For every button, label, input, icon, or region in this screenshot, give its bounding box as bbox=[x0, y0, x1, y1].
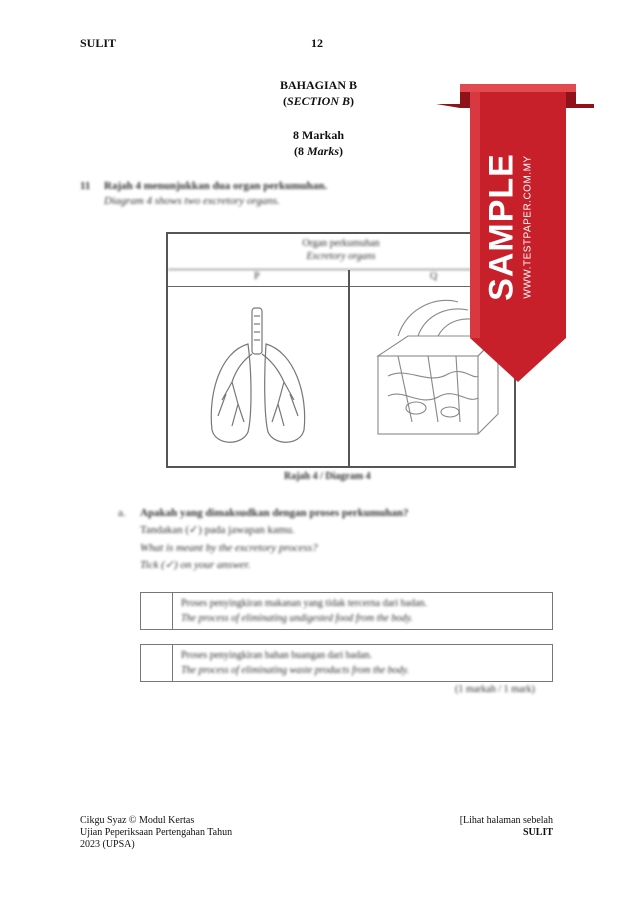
page-number: 12 bbox=[311, 36, 323, 50]
tick-box-1[interactable] bbox=[141, 593, 173, 629]
section-marks: 8 Markah bbox=[293, 128, 344, 142]
diagram-caption: Rajah 4 / Diagram 4 bbox=[284, 471, 371, 482]
diagram-header-ms: Organ perkumuhan bbox=[302, 238, 380, 249]
section-subtitle: (SECTION B) bbox=[282, 94, 355, 108]
sample-text: SAMPLE bbox=[482, 153, 521, 301]
tick-box-2[interactable] bbox=[141, 645, 173, 681]
column-label-p: P bbox=[254, 271, 260, 282]
footer-sulit: SULIT bbox=[522, 827, 553, 838]
option-2-text bbox=[181, 648, 409, 678]
diagram-header-en: Excretory organs bbox=[306, 251, 376, 262]
part-a-letter: a. bbox=[118, 507, 126, 519]
diagram-divider bbox=[348, 270, 350, 468]
footer-left bbox=[80, 815, 232, 851]
option-2-en: The process of eliminating waste products from the body. bbox=[181, 665, 410, 676]
question-number: 11 bbox=[80, 180, 91, 192]
footer-right bbox=[460, 815, 553, 839]
column-label-q: Q bbox=[430, 271, 438, 282]
footer-exam: Ujian Peperiksaan Pertengahan Tahun bbox=[80, 827, 233, 838]
header-sulit: SULIT bbox=[80, 36, 117, 50]
sample-url-wrap bbox=[518, 142, 538, 312]
option-2-ms: Proses penyingkiran bahan buangan dari badan. bbox=[181, 650, 373, 661]
option-1-text bbox=[181, 596, 427, 626]
part-a-question-ms: Apakah yang dimaksudkan dengan proses perkumuhan? bbox=[140, 507, 409, 519]
option-1-en: The process of eliminating undigested food from the body. bbox=[181, 613, 413, 624]
option-1-ms: Proses penyingkiran makanan yang tidak tercerna dari badan. bbox=[181, 598, 428, 609]
footer-year: 2023 (UPSA) bbox=[80, 839, 135, 850]
part-a-marks: (1 markah / 1 mark) bbox=[455, 684, 535, 695]
sample-url: WWW.TESTPAPER.COM.MY bbox=[522, 155, 534, 299]
answer-option-2[interactable] bbox=[140, 644, 553, 682]
section-title: BAHAGIAN B bbox=[279, 78, 357, 92]
question-line-ms: Rajah 4 menunjukkan dua organ perkumuhan. bbox=[104, 180, 328, 192]
footer-next-page: [Lihat halaman sebelah bbox=[459, 815, 553, 826]
part-a-question-en: What is meant by the excretory process? bbox=[140, 542, 318, 554]
part-a-instruction-ms: Tandakan (✓) pada jawapan kamu. bbox=[140, 524, 295, 536]
footer-author: Cikgu Syaz © Modul Kertas bbox=[80, 815, 195, 826]
question-line-en: Diagram 4 shows two excretory organs. bbox=[104, 195, 280, 207]
lungs-illustration bbox=[198, 304, 318, 454]
part-a-instruction-en: Tick (✓) on your answer. bbox=[140, 559, 251, 571]
answer-option-1[interactable] bbox=[140, 592, 553, 630]
section-marks-en: (8 Marks) bbox=[293, 144, 343, 158]
